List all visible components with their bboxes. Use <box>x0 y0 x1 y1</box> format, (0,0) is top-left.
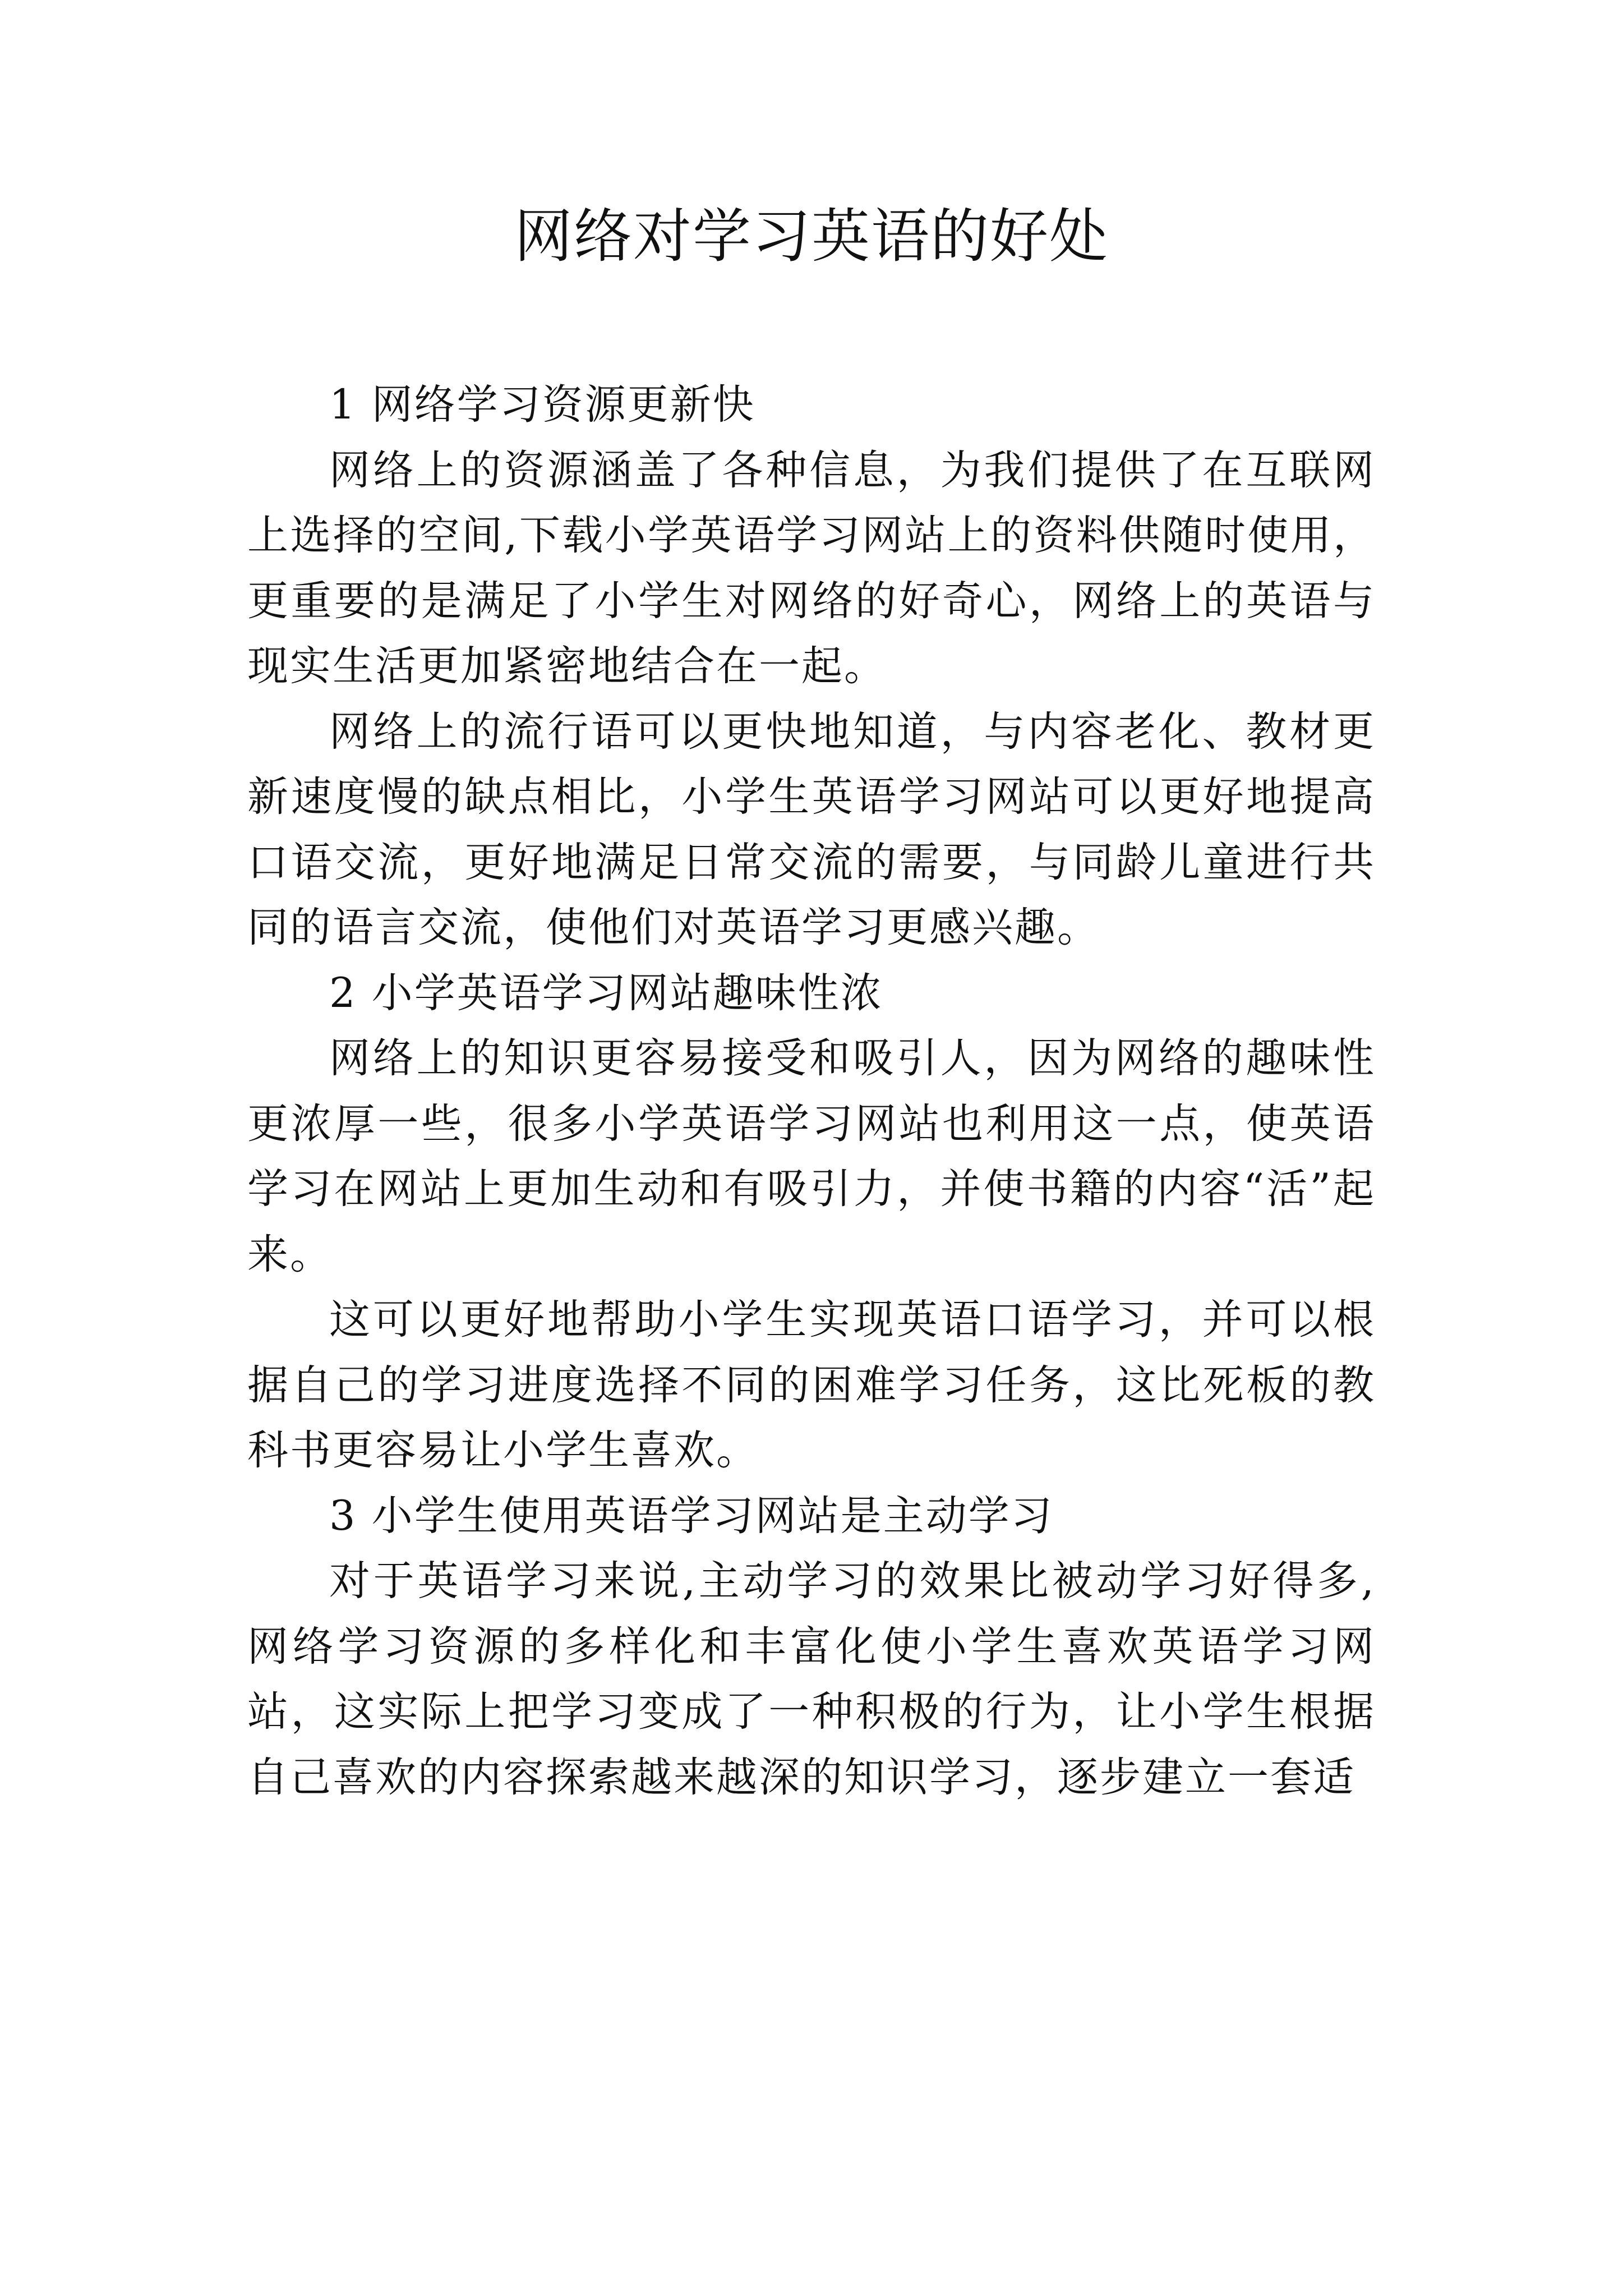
document-title: 网络对学习英语的好处 <box>514 202 1109 270</box>
section-heading-2: 2 小学英语学习网站趣味性浓 <box>329 969 883 1017</box>
paragraph: 网络上的资源涵盖了各种信息，为我们提供了在互联网上选择的空间,下载小学英语学习网站上的资料供随时使用，更重要的是满足了小学生对网络的好奇心，网络上的英语与现实生活更加紧密地结合在一起。 <box>247 446 1376 690</box>
section-heading-3: 3 小学生使用英语学习网站是主动学习 <box>329 1492 1054 1540</box>
paragraph: 对于英语学习来说,主动学习的效果比被动学习好得多,网络学习资源的多样化和丰富化使小学生喜欢英语学习网站，这实际上把学习变成了一种积极的行为，让小学生根据自己喜欢的内容探索越来越深的知识学习，逐步建立一套适 <box>247 1557 1376 1801</box>
section-heading-1: 1 网络学习资源更新快 <box>329 381 755 429</box>
paragraph: 网络上的流行语可以更快地知道，与内容老化、教材更新速度慢的缺点相比，小学生英语学习网站可以更好地提高口语交流，更好地满足日常交流的需要，与同龄儿童进行共同的语言交流，使他们对英语学习更感兴趣。 <box>247 707 1376 951</box>
paragraph: 网络上的知识更容易接受和吸引人，因为网络的趣味性更浓厚一些，很多小学英语学习网站也利用这一点，使英语学习在网站上更加生动和有吸引力，并使书籍的内容“活”起来。 <box>247 1034 1376 1278</box>
document-body <box>247 372 1376 1810</box>
paragraph: 这可以更好地帮助小学生实现英语口语学习，并可以根据自己的学习进度选择不同的困难学习任务，这比死板的教科书更容易让小学生喜欢。 <box>247 1296 1376 1474</box>
